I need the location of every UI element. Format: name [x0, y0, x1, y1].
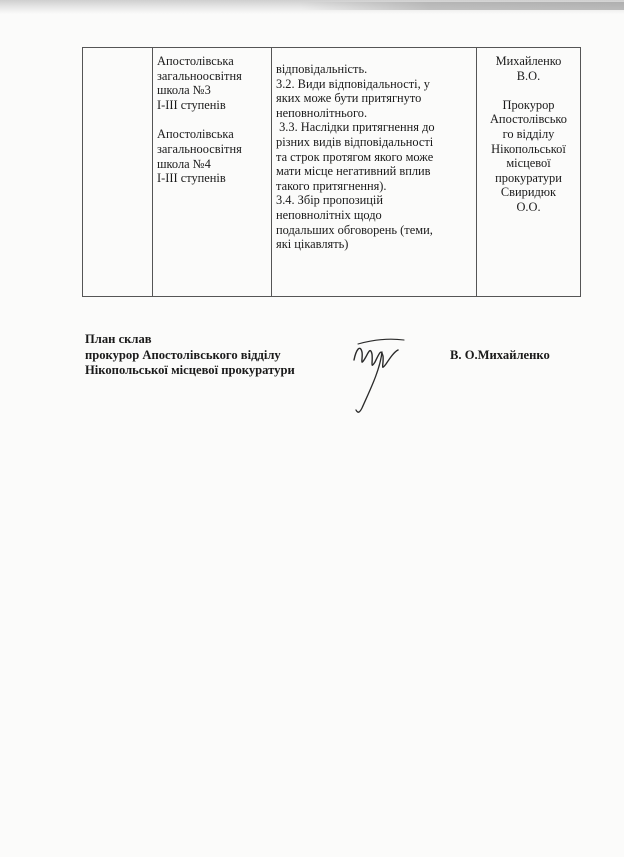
venue-line: Апостолівська	[157, 54, 234, 68]
responsible-line: Михайленко	[495, 54, 562, 68]
venue-spacer	[157, 112, 268, 127]
author-label: План склав	[85, 332, 152, 346]
scan-shadow-edge	[300, 2, 624, 10]
signer-name: В. О.Михайленко	[450, 348, 550, 362]
topic-line: 3.2. Види відповідальності, у	[276, 76, 430, 91]
responsible-list	[477, 48, 580, 215]
topic-line: такого притягнення).	[276, 178, 387, 193]
responsible-line: Свиридюк	[500, 185, 557, 200]
venue-line: Апостолівська	[157, 127, 234, 142]
author-office: Нікопольської місцевої прокуратури	[85, 363, 295, 377]
venue-line: школа №3	[157, 83, 211, 98]
author-block	[85, 332, 295, 379]
responsible-line: Апостолівсько	[489, 112, 567, 127]
topic-line: неповнолітнього.	[276, 105, 368, 120]
venue-cell	[153, 48, 272, 297]
responsible-line: прокуратури	[495, 170, 562, 185]
responsible-line: го відділу	[502, 126, 555, 141]
topic-line: 3.4. Збір пропозицій	[276, 193, 384, 208]
plan-table	[82, 47, 581, 297]
topic-line: 3.3. Наслідки притягнення до	[276, 120, 435, 135]
venue-line: загальноосвітня	[157, 68, 242, 83]
topic-line: та строк протягом якого може	[276, 149, 434, 164]
venue-line: І-ІІІ ступенів	[157, 171, 226, 186]
topics-list	[272, 48, 476, 252]
responsible-spacer	[479, 83, 578, 98]
responsible-line: Прокурор	[502, 97, 555, 112]
signature-icon	[348, 330, 410, 420]
venue-line: загальноосвітня	[157, 141, 242, 156]
topic-line: подальших обговорень (теми,	[276, 222, 433, 237]
venue-list	[153, 48, 271, 186]
author-position: прокурор Апостолівського відділу	[85, 347, 281, 362]
topic-line: відповідальність.	[276, 62, 368, 76]
topic-line: різних видів відповідальності	[276, 134, 434, 149]
topic-line: які цікавлять)	[276, 237, 349, 252]
venue-line: школа №4	[157, 156, 211, 171]
responsible-line: місцевої	[506, 156, 551, 171]
number-cell	[83, 48, 153, 297]
topics-cell	[272, 48, 477, 297]
topic-line: неповнолітніх щодо	[276, 207, 382, 222]
table-row	[83, 48, 581, 297]
responsible-line: Нікопольської	[491, 141, 566, 156]
responsible-line: О.О.	[516, 199, 541, 214]
topic-line: яких може бути притягнуто	[276, 91, 422, 106]
responsible-line: В.О.	[516, 68, 541, 83]
responsible-cell	[477, 48, 581, 297]
venue-line: І-ІІІ ступенів	[157, 97, 226, 112]
topic-line: мати місце негативний вплив	[276, 164, 431, 179]
